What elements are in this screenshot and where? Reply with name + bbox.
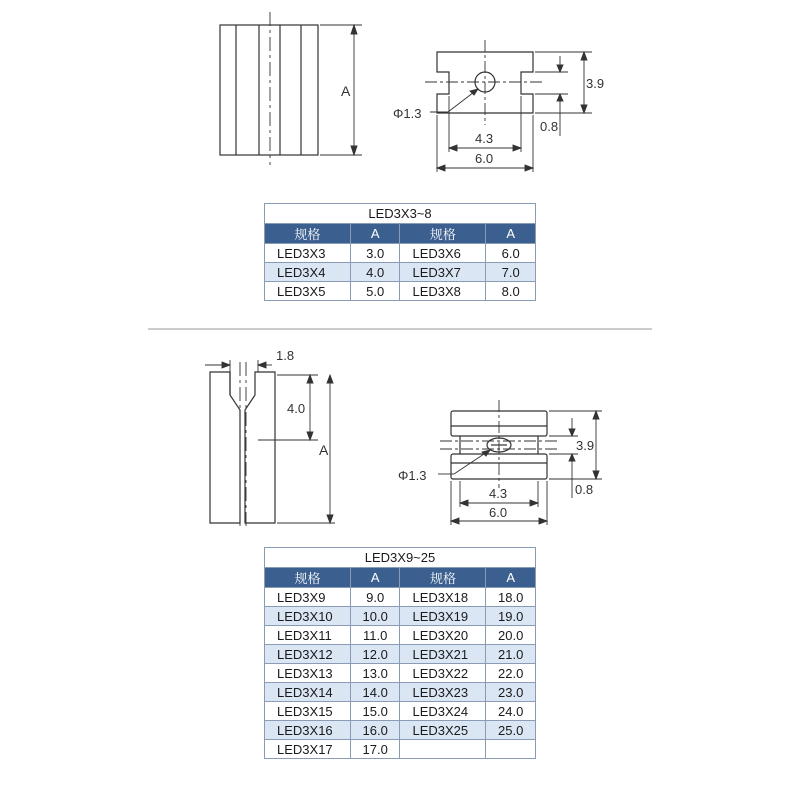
- header-spec: 规格: [265, 568, 351, 588]
- header-a: A: [350, 224, 400, 244]
- header-a: A: [350, 568, 400, 588]
- cell-a: 14.0: [350, 683, 400, 702]
- cell-spec: LED3X22: [400, 664, 486, 683]
- table-row: [265, 263, 536, 282]
- height-label-1: A: [341, 83, 351, 99]
- header-a: A: [486, 224, 536, 244]
- cell-a: 5.0: [350, 282, 400, 301]
- cell-a: 12.0: [350, 645, 400, 664]
- table-row: [265, 664, 536, 683]
- cell-spec: LED3X11: [265, 626, 351, 645]
- spec-table-1: [264, 203, 536, 301]
- cell-spec: [400, 740, 486, 759]
- cell-a: 9.0: [350, 588, 400, 607]
- header-spec: 规格: [265, 224, 351, 244]
- cell-spec: LED3X12: [265, 645, 351, 664]
- table-row: [265, 588, 536, 607]
- table-row: [265, 721, 536, 740]
- cell-a: 20.0: [486, 626, 536, 645]
- cell-a: [486, 740, 536, 759]
- cell-spec: LED3X21: [400, 645, 486, 664]
- side-dimensions-2: [205, 360, 335, 523]
- cell-a: 6.0: [486, 244, 536, 263]
- cell-spec: LED3X10: [265, 607, 351, 626]
- gap-label-2: 1.8: [276, 348, 295, 363]
- cell-spec: LED3X24: [400, 702, 486, 721]
- cell-a: 3.0: [350, 244, 400, 263]
- cell-spec: LED3X9: [265, 588, 351, 607]
- table-row: [265, 607, 536, 626]
- cell-spec: LED3X4: [265, 263, 351, 282]
- side-view-2: [210, 362, 275, 528]
- table-header-row: [265, 568, 536, 588]
- slot-label-2: 0.8: [575, 482, 594, 497]
- cell-a: 17.0: [350, 740, 400, 759]
- cell-a: 21.0: [486, 645, 536, 664]
- table-title: LED3X3~8: [265, 204, 536, 224]
- header-spec: 规格: [400, 224, 486, 244]
- table-row: [265, 683, 536, 702]
- cell-a: 8.0: [486, 282, 536, 301]
- cell-spec: LED3X7: [400, 263, 486, 282]
- header-a: A: [486, 568, 536, 588]
- cell-spec: LED3X17: [265, 740, 351, 759]
- table-row: [265, 282, 536, 301]
- hole-label-2: Φ1.3: [398, 468, 427, 483]
- cell-spec: LED3X23: [400, 683, 486, 702]
- cell-a: 11.0: [350, 626, 400, 645]
- header-spec: 规格: [400, 568, 486, 588]
- hole-label-1: Φ1.3: [393, 106, 422, 121]
- height-total-label-1: 3.9: [586, 76, 605, 91]
- cell-spec: LED3X20: [400, 626, 486, 645]
- cell-spec: LED3X3: [265, 244, 351, 263]
- cell-spec: LED3X13: [265, 664, 351, 683]
- cell-a: 25.0: [486, 721, 536, 740]
- table-row: [265, 702, 536, 721]
- height-total-label-2: 3.9: [576, 438, 595, 453]
- cell-a: 7.0: [486, 263, 536, 282]
- cell-a: 10.0: [350, 607, 400, 626]
- table-title: LED3X9~25: [265, 548, 536, 568]
- cell-spec: LED3X18: [400, 588, 486, 607]
- table-header-row: [265, 224, 536, 244]
- table-row: [265, 740, 536, 759]
- cell-spec: LED3X5: [265, 282, 351, 301]
- cell-spec: LED3X15: [265, 702, 351, 721]
- outer-width-label-1: 6.0: [475, 151, 494, 166]
- cell-spec: LED3X16: [265, 721, 351, 740]
- cell-a: 15.0: [350, 702, 400, 721]
- side-view-1: [220, 12, 318, 165]
- inner-width-label-1: 4.3: [475, 131, 494, 146]
- cell-a: 22.0: [486, 664, 536, 683]
- cell-a: 23.0: [486, 683, 536, 702]
- depth-label-2: 4.0: [287, 401, 306, 416]
- cell-a: 13.0: [350, 664, 400, 683]
- cell-spec: LED3X6: [400, 244, 486, 263]
- height-label-2: A: [319, 442, 329, 458]
- table-row: [265, 645, 536, 664]
- inner-width-label-2: 4.3: [489, 486, 508, 501]
- cell-spec: LED3X14: [265, 683, 351, 702]
- cell-spec: LED3X19: [400, 607, 486, 626]
- cell-a: 16.0: [350, 721, 400, 740]
- cell-spec: LED3X25: [400, 721, 486, 740]
- table-row: [265, 626, 536, 645]
- cell-a: 24.0: [486, 702, 536, 721]
- top-view-2: [440, 400, 558, 488]
- cell-a: 19.0: [486, 607, 536, 626]
- table-row: [265, 244, 536, 263]
- cell-spec: LED3X8: [400, 282, 486, 301]
- slot-label-1: 0.8: [540, 119, 559, 134]
- cell-a: 18.0: [486, 588, 536, 607]
- spec-table-2: [264, 547, 536, 759]
- outer-width-label-2: 6.0: [489, 505, 508, 520]
- cell-a: 4.0: [350, 263, 400, 282]
